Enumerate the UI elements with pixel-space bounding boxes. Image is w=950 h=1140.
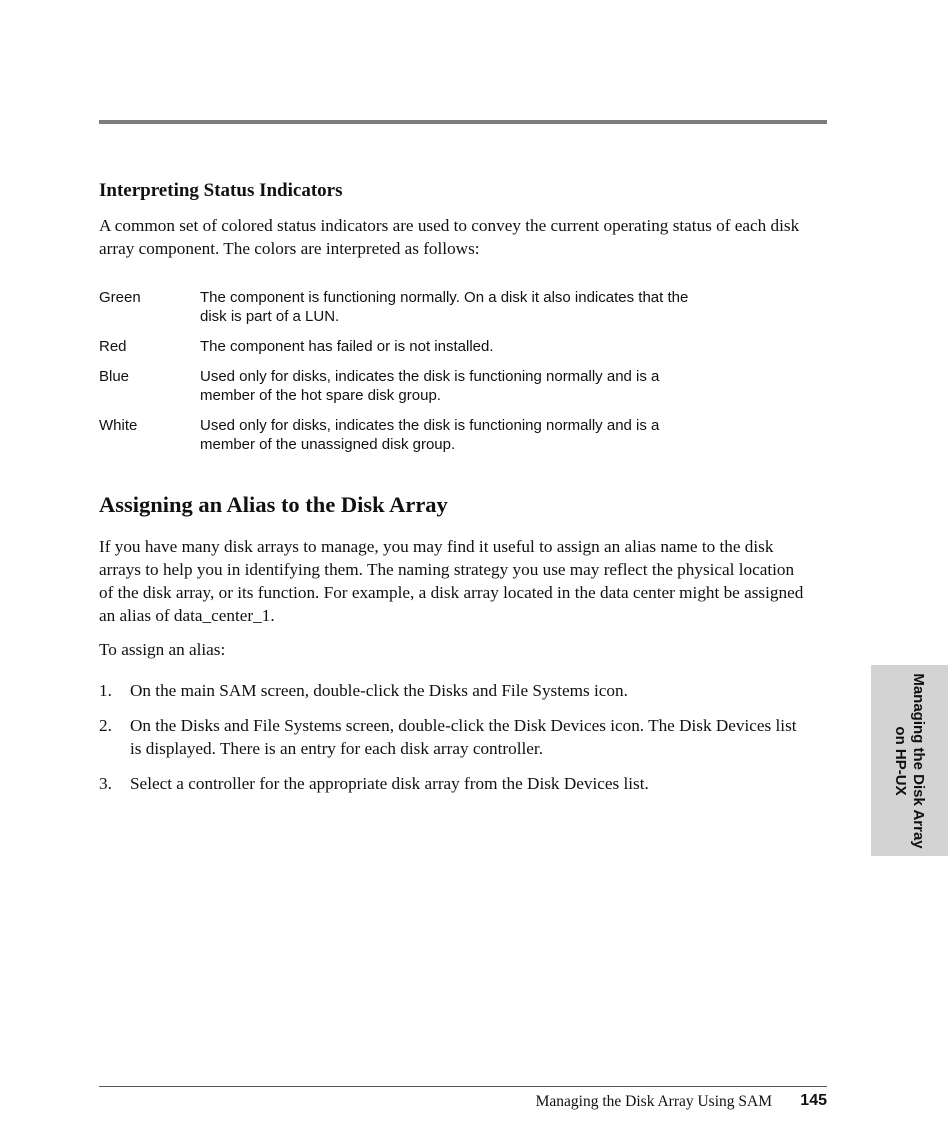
steps-intro-paragraph: To assign an alias:: [99, 640, 226, 659]
status-term: Blue: [99, 368, 130, 385]
step-number: 3.: [99, 774, 112, 793]
status-row-blue: [99, 367, 739, 405]
status-row-red: [99, 337, 739, 356]
description-line: The component is functioning normally. On a disk it also indicates that the: [200, 289, 689, 306]
status-indicator-list: [99, 288, 739, 465]
description-line: Used only for disks, indicates the disk is functioning normally and is a: [200, 368, 660, 385]
intro-paragraph: A common set of colored status indicators are used to convey the current operating status of each disk array component. The colors are interpreted as follows:: [99, 216, 800, 258]
status-row-white: [99, 416, 739, 454]
status-description: [200, 337, 720, 356]
status-term: White: [99, 417, 138, 434]
steps-list: [99, 679, 799, 807]
footer-title: Managing the Disk Array Using SAM: [535, 1093, 772, 1110]
step-text: On the main SAM screen, double-click the Disks and File Systems icon.: [130, 681, 628, 700]
step-text: On the Disks and File Systems screen, double-click the Disk Devices icon. The Disk Devices list is displayed. There is an entry for each disk array controller.: [130, 716, 797, 758]
step-item: [99, 679, 799, 702]
side-tab-label: [891, 671, 927, 851]
description-line: member of the hot spare disk group.: [200, 387, 441, 404]
description-line: Used only for disks, indicates the disk is functioning normally and is a: [200, 417, 660, 434]
alias-paragraph: If you have many disk arrays to manage, you may find it useful to assign an alias name to the disk arrays to help you in identifying them. The naming strategy you use may reflect the physical location of the disk array, or its function. For example, a disk array located in the data center might be assigned an alias of data_center_1.: [99, 537, 804, 625]
status-term: Green: [99, 289, 141, 306]
page-number: 145: [800, 1092, 827, 1109]
status-term: Red: [99, 338, 127, 355]
chapter-side-tab: [871, 665, 948, 856]
step-number: 2.: [99, 716, 112, 735]
alias-section-heading: Assigning an Alias to the Disk Array: [99, 492, 448, 517]
step-number: 1.: [99, 681, 112, 700]
description-line: member of the unassigned disk group.: [200, 436, 456, 453]
side-tab-line: Managing the Disk Array: [910, 673, 927, 849]
step-text: Select a controller for the appropriate disk array from the Disk Devices list.: [130, 774, 649, 793]
status-row-green: [99, 288, 739, 326]
status-description: [200, 416, 720, 454]
side-tab-line: on HP-UX: [892, 726, 909, 796]
top-rule: [99, 120, 827, 124]
status-description: [200, 367, 720, 405]
description-line: disk is part of a LUN.: [200, 308, 340, 325]
description-line: The component has failed or is not installed.: [200, 338, 494, 355]
footer-rule: [99, 1086, 827, 1087]
step-item: [99, 714, 799, 760]
status-description: [200, 288, 720, 326]
step-item: [99, 772, 799, 795]
section-heading: Interpreting Status Indicators: [99, 180, 343, 201]
